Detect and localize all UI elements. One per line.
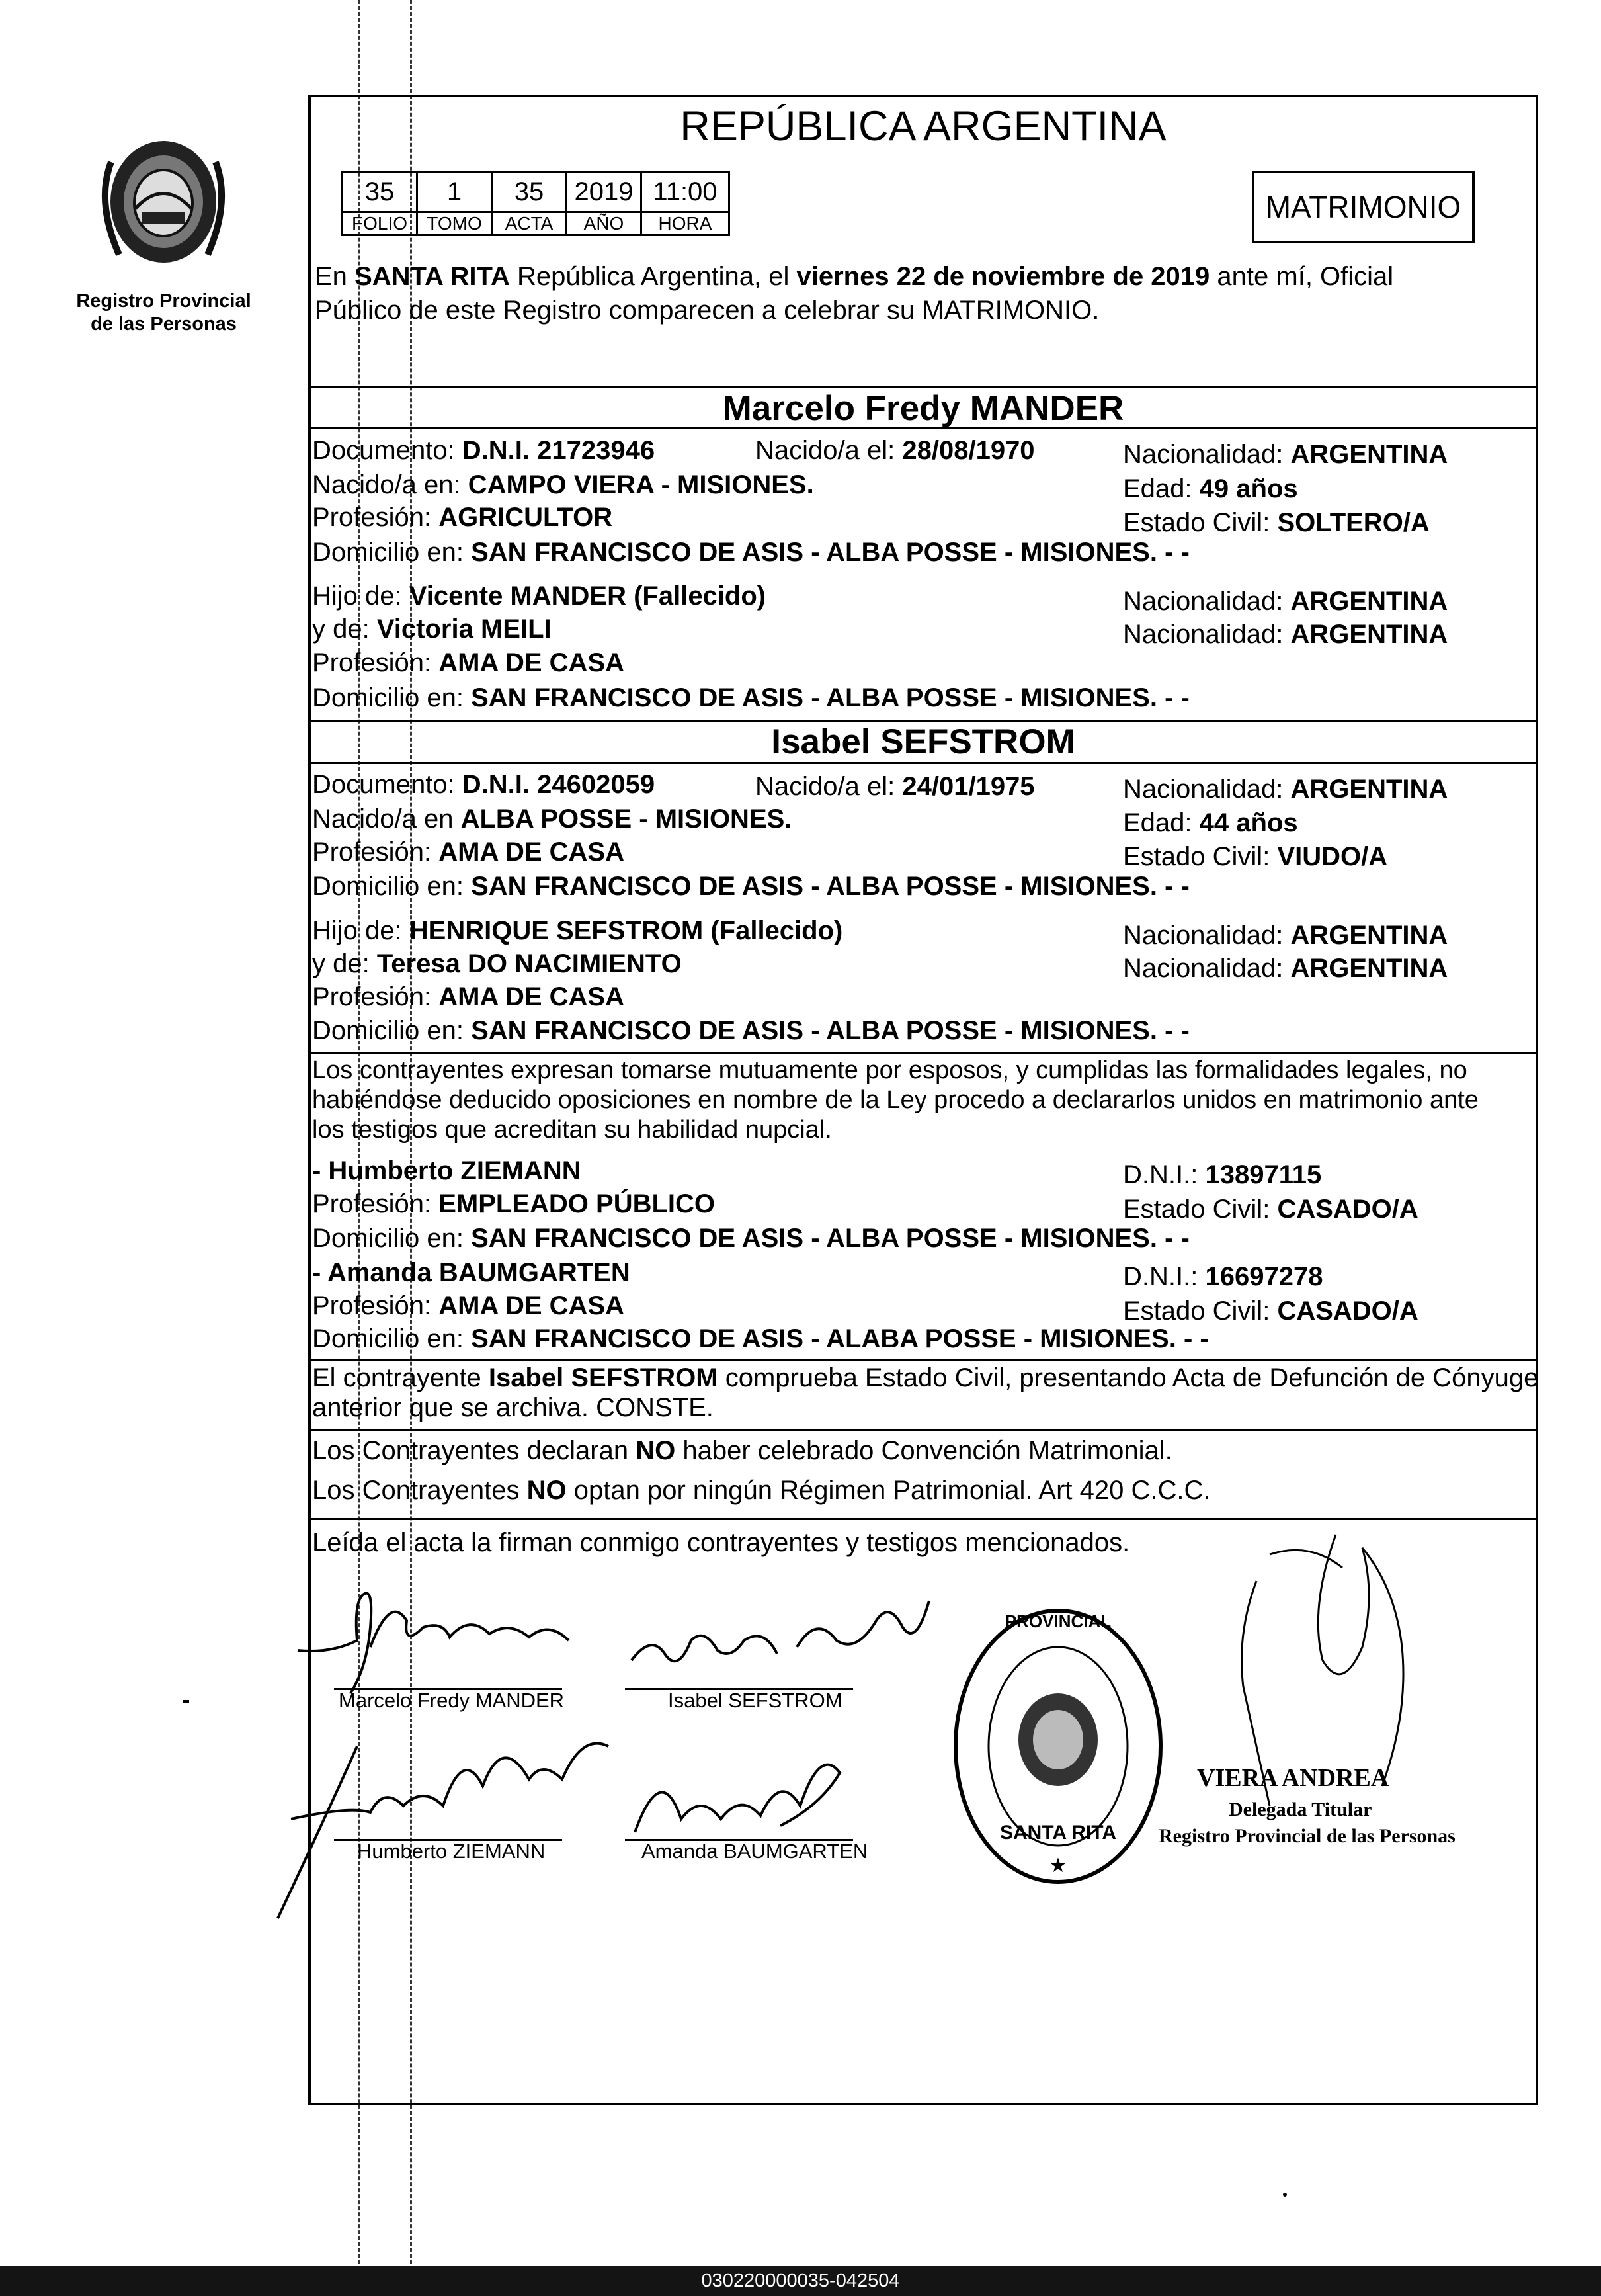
text: optan por ningún Régimen Patrimonial. Art 420 C.C.C. [573,1476,1211,1505]
registry-seal-logo [79,116,248,284]
stamp-center-text: SANTA RITA [999,1822,1117,1844]
bride-father [312,915,842,946]
label: Hijo de: [312,581,402,611]
groom-profession [312,502,612,532]
witness1-signature [251,1707,622,1925]
hora-value: 11:00 [641,172,729,212]
intro-line1 [315,261,1393,292]
bride-mother [312,949,682,979]
groom-marital-status [1123,507,1430,538]
value: 28/08/1970 [902,436,1035,465]
label: Domicilio en: [312,1224,464,1253]
folio-value: 35 [343,172,417,212]
groom-signature-name: Marcelo Fredy MANDER [339,1689,565,1712]
witness2-profession [312,1291,624,1321]
text: Los Contrayentes declaran [312,1436,629,1465]
witness1-profession [312,1189,715,1219]
officer-name: VIERA ANDREA [1197,1764,1389,1792]
label: Domicilio en: [312,1324,464,1353]
value: VIUDO/A [1277,842,1388,871]
value: SOLTERO/A [1277,508,1430,537]
label: Profesión: [312,648,432,677]
label: Nacionalidad: [1123,587,1284,616]
label: Nacionalidad: [1123,921,1284,950]
declaration-line2: habiéndose deducido oposiciones en nombre de la Ley procedo a declararlos unidos en matrimonio ante [312,1086,1479,1114]
label: Domicilio en: [312,538,464,567]
document-type-box: MATRIMONIO [1252,171,1475,243]
groom-name: Marcelo Fredy MANDER [722,389,1124,428]
label: Estado Civil: [1123,842,1270,871]
label: Profesión: [312,1291,432,1320]
label: Nacionalidad: [1123,620,1284,649]
value: CASADO/A [1277,1297,1418,1326]
value: ARGENTINA [1290,587,1448,616]
value: CAMPO VIERA - MISIONES. [468,470,814,499]
value: ARGENTINA [1290,954,1448,983]
intro-text-b: ante mí, Oficial [1217,262,1394,291]
groom-father-nationality [1123,586,1448,617]
groom-father [312,581,766,611]
record-header-table [341,171,730,236]
bride-birthplace [312,804,792,834]
divider [308,762,1538,764]
witness1-marital-status [1123,1194,1418,1224]
tomo-label: TOMO [417,212,492,235]
groom-mother-nationality [1123,619,1448,650]
page-title: REPÚBLICA ARGENTINA [680,103,1167,149]
divider [308,1052,1538,1054]
value: 44 años [1199,808,1298,837]
label: D.N.I.: [1123,1262,1198,1291]
value: AMA DE CASA [438,1291,624,1320]
label: Estado Civil: [1123,1297,1270,1326]
folio-label: FOLIO [343,212,417,235]
emphasis: NO [526,1476,567,1505]
value: ARGENTINA [1290,440,1448,469]
value: SAN FRANCISCO DE ASIS - ALBA POSSE - MISIONES. - - [471,538,1190,567]
label: Edad: [1123,474,1192,503]
registry-caption [69,290,258,336]
bride-name: Isabel SEFSTROM [771,722,1075,761]
acta-label: ACTA [492,212,567,235]
label: Domicilio en: [312,872,464,901]
groom-age [1123,474,1298,504]
label: Estado Civil: [1123,508,1270,537]
label: Nacido/a el: [755,772,895,801]
convention-line1 [312,1435,1172,1466]
anio-label: AÑO [567,212,641,235]
officer-role: Delegada Titular [1229,1799,1372,1820]
label: Domicilio en: [312,683,464,712]
value: AMA DE CASA [438,982,624,1011]
text: Los Contrayentes [312,1476,520,1505]
officer-office: Registro Provincial de las Personas [1159,1825,1456,1847]
bride-mother-profession [312,982,624,1012]
value: - Amanda BAUMGARTEN [312,1258,630,1287]
value: - Humberto ZIEMANN [312,1156,581,1185]
witness1-dni [1123,1160,1321,1190]
witness2-name [312,1257,630,1288]
bride-birthdate [755,771,1035,802]
stamp-ring-text: PROVINCIAL [1005,1611,1112,1631]
witness1-signature-name: Humberto ZIEMANN [357,1840,546,1863]
divider [308,720,1538,722]
value: EMPLEADO PÚBLICO [438,1189,716,1218]
value: Teresa DO NACIMIENTO [376,949,682,978]
bride-documento [312,769,655,800]
official-stamp [949,1601,1167,1892]
groom-mother-profession [312,648,624,678]
note-line2: anterior que se archiva. CONSTE. [312,1393,714,1422]
acta-value: 35 [492,172,567,212]
value: AMA DE CASA [438,837,624,867]
footer-code: 030220000035-042504 [701,2270,900,2291]
witness1-name [312,1156,581,1186]
intro-text-a: República Argentina, el [516,262,790,291]
bride-age [1123,808,1298,838]
label: y de: [312,615,370,644]
groom-documento [312,435,655,466]
witness2-signature-name: Amanda BAUMGARTEN [641,1840,868,1863]
label: Profesión: [312,982,432,1011]
label: Nacionalidad: [1123,775,1284,804]
note-line1 [312,1363,1538,1393]
witness2-signature [622,1733,873,1846]
value: Vicente MANDER (Fallecido) [409,581,766,611]
label: Profesión: [312,1189,432,1218]
emphasis: NO [636,1436,676,1465]
value: SAN FRANCISCO DE ASIS - ALBA POSSE - MISIONES. - - [471,872,1190,901]
divider [308,1429,1538,1431]
label: Domicilio en: [312,1016,464,1045]
value: ALBA POSSE - MISIONES. [460,804,792,833]
caption-line1: Registro Provincial [76,290,251,312]
bride-marital-status [1123,841,1387,872]
bride-profession [312,837,624,867]
value: CASADO/A [1277,1195,1418,1224]
label: Estado Civil: [1123,1195,1270,1224]
groom-mother [312,614,552,644]
scan-speck [1283,2193,1287,2197]
value: Victoria MEILI [376,615,552,644]
declaration-line1: Los contrayentes expresan tomarse mutuamente por esposos, y cumplidas las formalidades legales, no [312,1056,1467,1084]
bride-address [312,871,1190,902]
label: Documento: [312,770,455,799]
value: SAN FRANCISCO DE ASIS - ALBA POSSE - MISIONES. - - [471,683,1190,712]
value: ARGENTINA [1290,775,1448,804]
witness2-marital-status [1123,1296,1418,1326]
bride-mother-address [312,1015,1190,1046]
divider [308,386,1538,388]
caption-line2: de las Personas [91,314,237,335]
scan-speck [183,1700,189,1703]
groom-nationality [1123,439,1448,470]
label: Profesión: [312,837,432,867]
intro-line2: Público de este Registro comparecen a celebrar su MATRIMONIO. [315,296,1100,325]
groom-mother-address [312,683,1190,713]
label: Nacionalidad: [1123,440,1284,469]
declaration-line3: los testigos que acreditan su habilidad nupcial. [312,1116,832,1144]
bride-father-nationality [1123,920,1448,951]
value: SAN FRANCISCO DE ASIS - ALBA POSSE - MISIONES. - - [471,1016,1190,1045]
groom-signature [291,1574,602,1707]
bride-signature [625,1588,936,1700]
closing-text: Leída el acta la firman conmigo contrayentes y testigos mencionados. [312,1528,1130,1557]
value: 13897115 [1205,1160,1322,1189]
anio-value: 2019 [567,172,641,212]
value: ARGENTINA [1290,921,1448,950]
value: HENRIQUE SEFSTROM (Fallecido) [409,916,843,945]
svg-text:★: ★ [1049,1855,1067,1877]
intro-en: En [315,262,347,291]
bride-mother-nationality [1123,953,1448,984]
value: 49 años [1199,474,1298,503]
label: D.N.I.: [1123,1160,1198,1189]
tomo-value: 1 [417,172,492,212]
divider [308,1359,1538,1361]
value: SAN FRANCISCO DE ASIS - ALABA POSSE - MISIONES. - - [471,1324,1209,1353]
value: 16697278 [1205,1262,1323,1291]
text: haber celebrado Convención Matrimonial. [682,1436,1172,1465]
label: Edad: [1123,808,1192,837]
label: Nacido/a el: [755,436,895,465]
witness2-address [312,1324,1209,1354]
note-text-b: comprueba Estado Civil, presentando Acta de Defunción de Cónyuge [725,1363,1539,1392]
value: D.N.I. 24602059 [462,770,655,799]
bride-nationality [1123,774,1448,804]
intro-date: viernes 22 de noviembre de 2019 [796,262,1210,291]
label: Hijo de: [312,916,402,945]
value: AGRICULTOR [438,503,613,532]
groom-address [312,537,1190,568]
value: 24/01/1975 [902,772,1035,801]
convention-line2 [312,1475,1211,1506]
hora-label: HORA [641,212,729,235]
intro-place: SANTA RITA [354,262,510,291]
bride-signature-name: Isabel SEFSTROM [668,1689,842,1712]
groom-birthplace [312,470,814,500]
note-name: Isabel SEFSTROM [488,1363,718,1392]
label: Nacionalidad: [1123,954,1284,983]
label: Nacido/a en: [312,470,461,499]
value: SAN FRANCISCO DE ASIS - ALBA POSSE - MISIONES. - - [471,1224,1190,1253]
value: AMA DE CASA [438,648,624,677]
label: Nacido/a en [312,804,454,833]
label: y de: [312,949,370,978]
value: ARGENTINA [1290,620,1448,649]
label: Profesión: [312,503,432,532]
groom-birthdate [755,435,1035,466]
value: D.N.I. 21723946 [462,436,655,465]
note-text-a: El contrayente [312,1363,481,1392]
witness2-dni [1123,1261,1323,1292]
witness1-address [312,1223,1190,1254]
label: Documento: [312,436,455,465]
divider [308,1518,1538,1520]
